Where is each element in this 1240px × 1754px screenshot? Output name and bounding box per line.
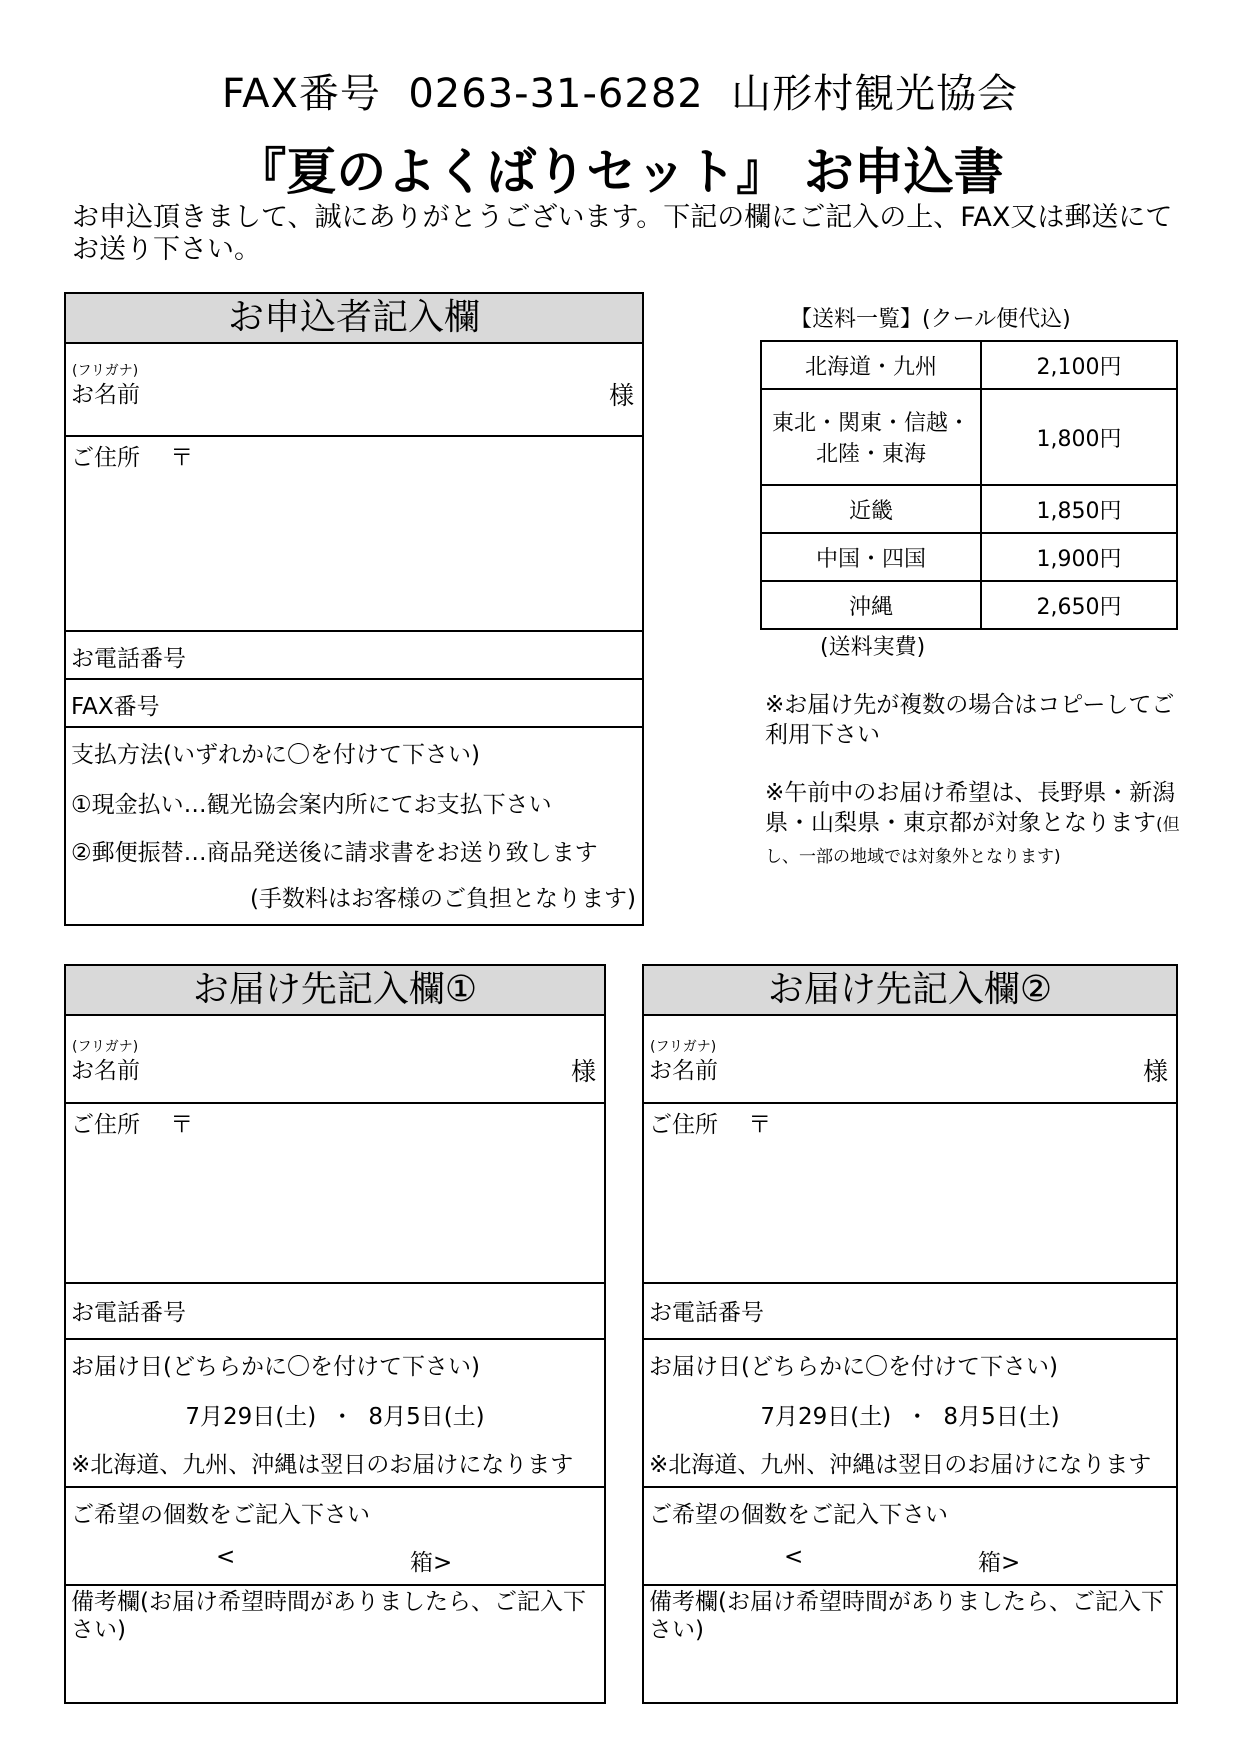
morning-delivery-exception: (但し、一部の地域では対象外となります) <box>765 815 1180 867</box>
delivery-phone-row-2[interactable] <box>644 1282 1176 1340</box>
shipping-region: 沖縄 <box>761 581 981 629</box>
shipping-title: 【送料一覧】(クール便代込) <box>790 307 1071 332</box>
qty-unit: 箱> <box>978 1550 1021 1576</box>
shipping-fee: 2,650円 <box>981 581 1177 629</box>
furigana-label: (フリガナ) <box>650 1039 717 1055</box>
form-title: 『夏のよくばりセット』 お申込書 <box>236 143 1004 201</box>
delivery-date-row-2 <box>644 1338 1176 1488</box>
copy-note: ※お届け先が複数の場合はコピーしてご利用下さい <box>765 692 1175 748</box>
shipping-fee: 1,800円 <box>981 389 1177 485</box>
fax-label: FAX番号 <box>71 694 160 720</box>
qty-open-bracket: < <box>784 1544 804 1570</box>
delivery-section-1 <box>64 964 606 1704</box>
delivery-remarks-row-2[interactable] <box>644 1584 1176 1702</box>
delivery-name-row-1[interactable] <box>66 1014 604 1104</box>
phone-label: お電話番号 <box>71 1300 186 1326</box>
shipping-row <box>761 533 1177 581</box>
shipping-fee: 1,850円 <box>981 485 1177 533</box>
morning-delivery-main: ※午前中のお届け希望は、長野県・新潟県・山梨県・東京都が対象となります <box>765 780 1176 836</box>
sama-label: 様 <box>608 381 634 410</box>
payment-option-postal[interactable]: ②郵便振替…商品発送後に請求書をお送り致します <box>71 840 598 866</box>
qty-label: ご希望の個数をご記入下さい <box>71 1502 370 1528</box>
delivery-address-row-1[interactable] <box>66 1102 604 1284</box>
shipping-region: 東北・関東・信越・ 北陸・東海 <box>761 389 981 485</box>
delivery-remarks-row-1[interactable] <box>66 1584 604 1702</box>
payment-method-row <box>66 726 642 922</box>
furigana-label: (フリガナ) <box>72 1039 139 1055</box>
intro-text: お申込頂きまして、誠にありがとうございます。下記の欄にご記入の上、FAX又は郵送にてお送り下さい。 <box>72 202 1173 265</box>
delivery-date-row-1 <box>66 1338 604 1488</box>
shipping-row <box>761 389 1177 485</box>
payment-option-cash[interactable]: ①現金払い…観光協会案内所にてお支払下さい <box>71 792 552 818</box>
delivery-address-row-2[interactable] <box>644 1102 1176 1284</box>
furigana-label: (フリガナ) <box>72 363 139 379</box>
name-label: お名前 <box>71 1058 140 1084</box>
delivery-qty-row-2[interactable] <box>644 1486 1176 1586</box>
payment-fee-note: (手数料はお客様のご負担となります) <box>250 886 636 912</box>
phone-label: お電話番号 <box>649 1300 764 1326</box>
date-label: お届け日(どちらかに〇を付けて下さい) <box>71 1354 480 1380</box>
applicant-section <box>64 292 644 926</box>
delivery-qty-row-1[interactable] <box>66 1486 604 1586</box>
shipping-row <box>761 581 1177 629</box>
delivery-heading-1: お届け先記入欄① <box>66 966 604 1016</box>
applicant-heading: お申込者記入欄 <box>66 294 642 344</box>
shipping-fee: 2,100円 <box>981 341 1177 389</box>
payment-label: 支払方法(いずれかに〇を付けて下さい) <box>71 742 480 768</box>
applicant-address-row[interactable] <box>66 435 642 632</box>
address-label: ご住所 〒 <box>71 1112 194 1138</box>
applicant-phone-row[interactable] <box>66 630 642 680</box>
applicant-name-row[interactable] <box>66 342 642 437</box>
shipping-row <box>761 485 1177 533</box>
fax-header: FAX番号 0263-31-6282 山形村観光協会 <box>221 71 1019 117</box>
qty-open-bracket: < <box>216 1544 236 1570</box>
shipping-region: 近畿 <box>761 485 981 533</box>
name-label: お名前 <box>649 1058 718 1084</box>
shipping-fee: 1,900円 <box>981 533 1177 581</box>
morning-delivery-note <box>765 778 1185 872</box>
qty-unit: 箱> <box>410 1550 453 1576</box>
delivery-heading-2: お届け先記入欄② <box>644 966 1176 1016</box>
sama-label: 様 <box>1142 1057 1168 1086</box>
applicant-fax-row[interactable] <box>66 678 642 728</box>
remarks-label: 備考欄(お届け希望時間がありましたら、ご記入下さい) <box>71 1589 586 1643</box>
shipping-fee-table <box>760 340 1178 630</box>
shipping-actual-note: (送料実費) <box>820 635 926 660</box>
delivery-phone-row-1[interactable] <box>66 1282 604 1340</box>
address-label: ご住所 〒 <box>649 1112 772 1138</box>
remarks-label: 備考欄(お届け希望時間がありましたら、ご記入下さい) <box>649 1589 1164 1643</box>
delivery-date-options[interactable]: 7月29日(土) ・ 8月5日(土) <box>760 1404 1060 1430</box>
address-label: ご住所 〒 <box>71 445 194 471</box>
date-note: ※北海道、九州、沖縄は翌日のお届けになります <box>71 1452 574 1478</box>
qty-label: ご希望の個数をご記入下さい <box>649 1502 948 1528</box>
phone-label: お電話番号 <box>71 646 186 672</box>
date-note: ※北海道、九州、沖縄は翌日のお届けになります <box>649 1452 1152 1478</box>
date-label: お届け日(どちらかに〇を付けて下さい) <box>649 1354 1058 1380</box>
sama-label: 様 <box>570 1057 596 1086</box>
shipping-region: 北海道・九州 <box>761 341 981 389</box>
delivery-name-row-2[interactable] <box>644 1014 1176 1104</box>
shipping-row <box>761 341 1177 389</box>
name-label: お名前 <box>71 382 140 408</box>
delivery-date-options[interactable]: 7月29日(土) ・ 8月5日(土) <box>185 1404 485 1430</box>
delivery-section-2 <box>642 964 1178 1704</box>
shipping-region: 中国・四国 <box>761 533 981 581</box>
